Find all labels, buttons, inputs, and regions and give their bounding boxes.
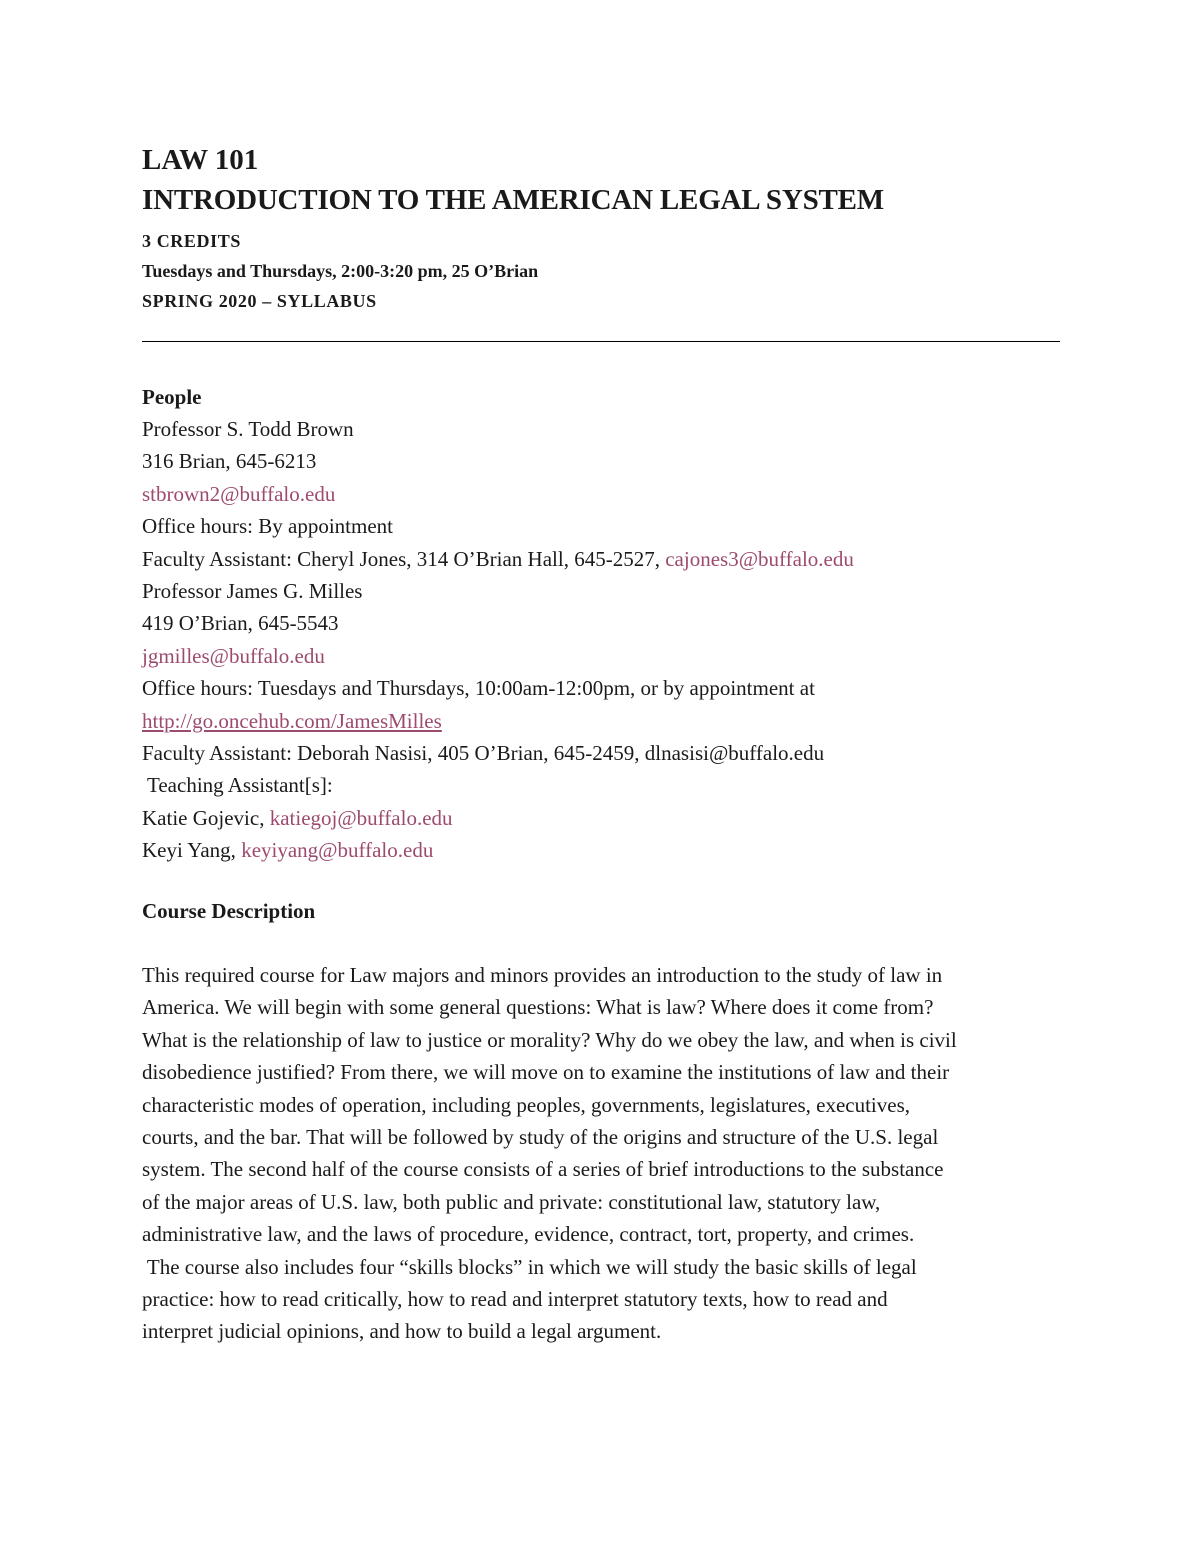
course-schedule: Tuesdays and Thursdays, 2:00-3:20 pm, 25 O’Brian xyxy=(142,261,539,281)
course-description-body xyxy=(142,959,1062,1348)
course-description-heading: Course Description xyxy=(142,899,316,923)
course-credits: 3 CREDITS xyxy=(142,231,241,251)
course-title: INTRODUCTION TO THE AMERICAN LEGAL SYSTEM xyxy=(142,184,884,216)
prof2-office: 419 O’Brian, 645-5543 xyxy=(142,611,339,636)
prof2-booking-link[interactable]: http://go.oncehub.com/JamesMilles xyxy=(142,708,442,733)
ta2-email-link[interactable]: keyiyang@buffalo.edu xyxy=(241,838,434,863)
ta-heading: Teaching Assistant[s]: xyxy=(147,773,333,798)
description-line: disobedience justified? From there, we will move on to examine the institutions of law and their xyxy=(142,1060,950,1085)
description-line: practice: how to read critically, how to read and interpret statutory texts, how to read and xyxy=(142,1287,888,1312)
ta2-name: Keyi Yang, xyxy=(142,838,242,863)
fa1-email-link[interactable]: cajones3@buffalo.edu xyxy=(665,546,854,571)
description-line: What is the relationship of law to justice or morality? Why do we obey the law, and when is civil xyxy=(142,1027,957,1052)
fa2-line: Faculty Assistant: Deborah Nasisi, 405 O’Brian, 645-2459, dlnasisi@buffalo.edu xyxy=(142,741,825,766)
syllabus-header xyxy=(142,140,1062,316)
prof1-email-link[interactable]: stbrown2@buffalo.edu xyxy=(142,481,336,506)
people-heading: People xyxy=(142,385,202,409)
prof1-email-line xyxy=(142,478,1062,510)
ta1-name: Katie Gojevic, xyxy=(142,805,270,830)
people-section xyxy=(142,381,1062,867)
course-description-section xyxy=(142,895,1062,1348)
fa1-text: Faculty Assistant: Cheryl Jones, 314 O’Brian Hall, 645-2527, xyxy=(142,546,666,571)
fa1-line xyxy=(142,543,1062,575)
description-line: This required course for Law majors and minors provides an introduction to the study of law in xyxy=(142,963,943,987)
ta1-line xyxy=(142,802,1062,834)
description-line: America. We will begin with some general questions: What is law? Where does it come from? xyxy=(142,995,934,1020)
prof1-name: Professor S. Todd Brown xyxy=(142,417,354,441)
prof2-hours: Office hours: Tuesdays and Thursdays, 10:00am-12:00pm, or by appointment at xyxy=(142,676,815,701)
prof2-email-link[interactable]: jgmilles@buffalo.edu xyxy=(142,643,325,668)
description-line: The course also includes four “skills blocks” in which we will study the basic skills of legal xyxy=(142,1254,917,1279)
ta2-line xyxy=(142,834,1062,866)
description-line: interpret judicial opinions, and how to build a legal argument. xyxy=(142,1319,662,1344)
prof1-office: 316 Brian, 645-6213 xyxy=(142,449,317,474)
prof2-url-line xyxy=(142,705,1062,737)
description-line: administrative law, and the laws of procedure, evidence, contract, tort, property, and crimes. xyxy=(142,1222,915,1247)
prof2-email-line xyxy=(142,640,1062,672)
description-line: system. The second half of the course consists of a series of brief introductions to the substance xyxy=(142,1157,944,1182)
ta1-email-link[interactable]: katiegoj@buffalo.edu xyxy=(269,805,453,830)
prof2-name: Professor James G. Milles xyxy=(142,579,363,604)
course-term: SPRING 2020 – SYLLABUS xyxy=(142,291,377,311)
prof1-hours: Office hours: By appointment xyxy=(142,514,393,539)
description-line: characteristic modes of operation, including peoples, governments, legislatures, executives, xyxy=(142,1092,911,1117)
description-line: courts, and the bar. That will be followed by study of the origins and structure of the U.S. legal xyxy=(142,1125,939,1150)
description-line: of the major areas of U.S. law, both public and private: constitutional law, statutory law, xyxy=(142,1189,881,1214)
horizontal-divider xyxy=(142,341,1060,342)
course-code: LAW 101 xyxy=(142,144,259,176)
